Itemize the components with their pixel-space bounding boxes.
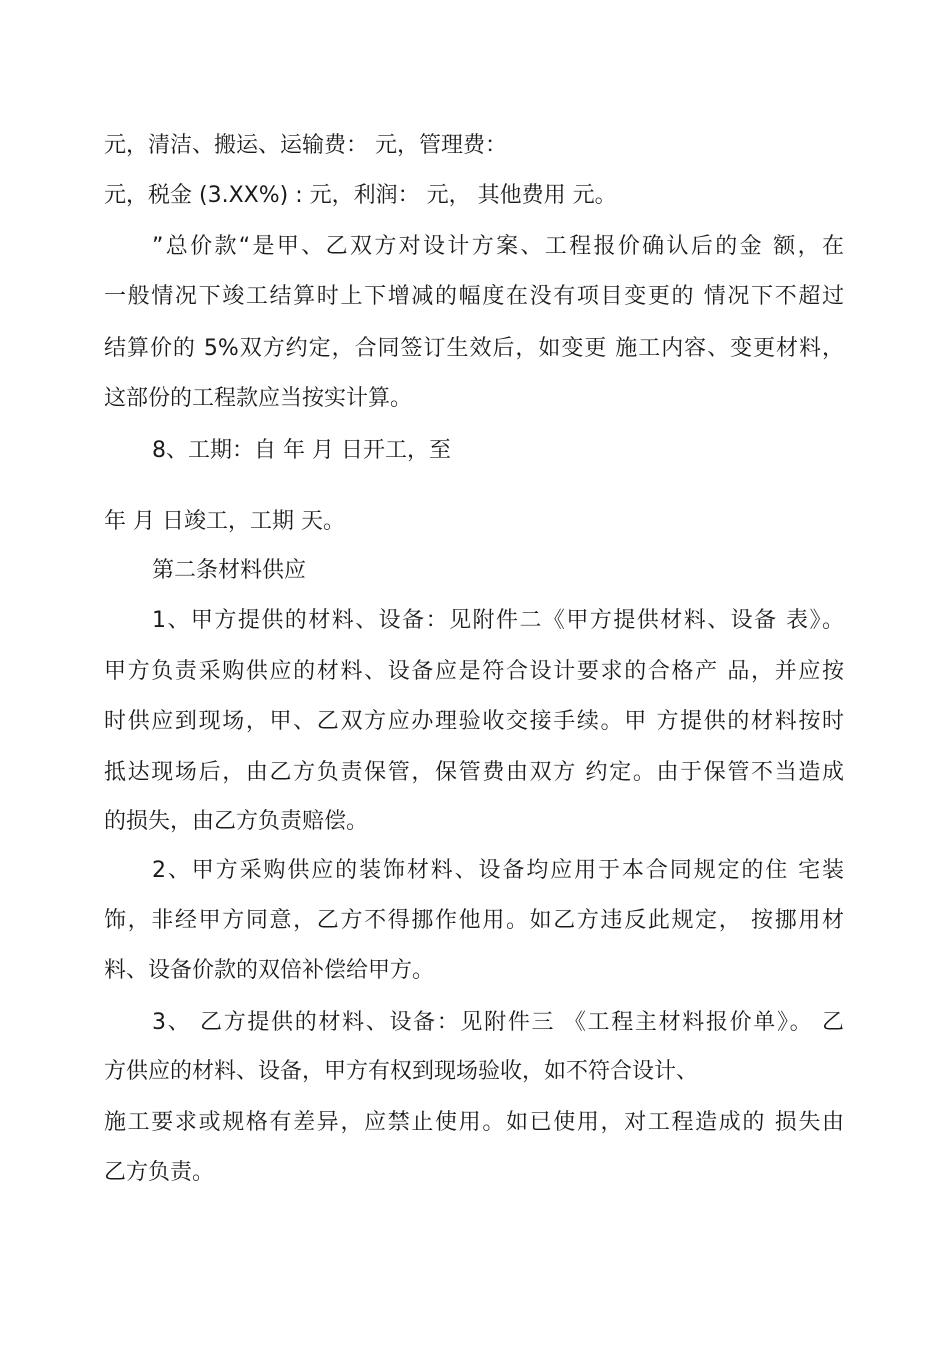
text-line-schedule-2: 年 月 日竣工，工期 天。 (104, 509, 345, 534)
text-line-cost-breakdown-2: 元，税金 (3.XX%) : 元，利润： 元， 其他费用 元。 (104, 183, 617, 208)
text-line-material-use-1: 2、甲方采购供应的装饰材料、设备均应用于本合同规定的住 宅装 (152, 858, 844, 883)
text-line-party-a-materials-2: 甲方负责采购供应的材料、设备应是符合设计要求的合格产 品，并应按 (104, 659, 844, 684)
text-line-cost-breakdown-1: 元，清洁、搬运、运输费： 元，管理费： (104, 133, 507, 158)
text-line-material-use-3: 料、设备价款的双倍补偿给甲方。 (104, 958, 435, 983)
text-line-total-price-2: 一般情况下竣工结算时上下增减的幅度在没有项目变更的 情况下不超过 (104, 284, 844, 309)
text-line-party-b-materials-3: 施工要求或规格有差异，应禁止使用。如已使用，对工程造成的 损失由 (104, 1110, 844, 1135)
text-line-party-a-materials-4: 抵达现场后，由乙方负责保管，保管费由双方 约定。由于保管不当造成 (104, 760, 844, 785)
text-line-schedule-1: 8、工期：自 年 月 日开工，至 (152, 438, 451, 463)
text-line-total-price-4: 这部份的工程款应当按实计算。 (104, 386, 413, 411)
text-line-party-b-materials-2: 方供应的材料、设备，甲方有权到现场验收，如不符合设计、 (104, 1059, 699, 1084)
text-line-material-use-2: 饰，非经甲方同意，乙方不得挪作他用。如乙方违反此规定， 按挪用材 (104, 908, 844, 933)
section-heading-material-supply: 第二条材料供应 (152, 558, 307, 583)
text-line-total-price-3: 结算价的 5%双方约定，合同签订生效后，如变更 施工内容、变更材料， (104, 336, 844, 361)
text-line-total-price-1: ”总价款“是甲、乙双方对设计方案、工程报价确认后的金 额，在 (152, 234, 844, 259)
text-line-party-a-materials-5: 的损失，由乙方负责赔偿。 (104, 809, 369, 834)
text-line-party-a-materials-1: 1、甲方提供的材料、设备：见附件二《甲方提供材料、设备 表》。 (152, 608, 844, 633)
text-line-party-b-materials-1: 3、 乙方提供的材料、设备：见附件三 《工程主材料报价单》。 乙 (152, 1010, 844, 1035)
text-line-party-b-materials-4: 乙方负责。 (104, 1160, 215, 1185)
text-line-party-a-materials-3: 时供应到现场，甲、乙双方应办理验收交接手续。甲 方提供的材料按时 (104, 709, 844, 734)
